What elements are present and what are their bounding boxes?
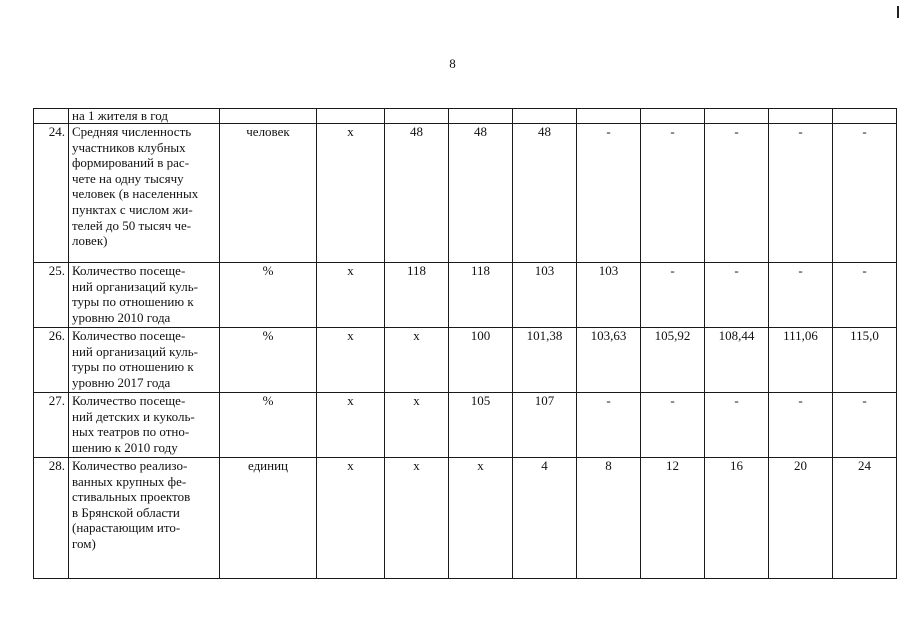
cell-value: - xyxy=(833,263,897,328)
table-row xyxy=(34,124,897,263)
cell-name: Количество реализо- ванных крупных фе- стивальных проектов в Брянской области (нарастающим ито- гом) xyxy=(69,458,220,579)
cell-value: х xyxy=(385,458,449,579)
cell-value: - xyxy=(705,263,769,328)
cell-num: 27. xyxy=(34,393,69,458)
cell-value: 103,63 xyxy=(577,328,641,393)
cell-num: 28. xyxy=(34,458,69,579)
cell-num xyxy=(34,109,69,124)
cell-value: 108,44 xyxy=(705,328,769,393)
cell-value: - xyxy=(769,393,833,458)
cell-value: 20 xyxy=(769,458,833,579)
cell-value: - xyxy=(833,393,897,458)
indicators-table xyxy=(33,108,897,579)
cell-value: 100 xyxy=(449,328,513,393)
cell-value xyxy=(769,109,833,124)
cell-value: 24 xyxy=(833,458,897,579)
cell-value: 111,06 xyxy=(769,328,833,393)
cell-value: 101,38 xyxy=(513,328,577,393)
cell-value: х xyxy=(385,328,449,393)
cell-value xyxy=(577,109,641,124)
cell-name: Количество посеще- ний организаций куль- туры по отношению к уровню 2017 года xyxy=(69,328,220,393)
cell-value: - xyxy=(769,263,833,328)
cell-value xyxy=(449,109,513,124)
cell-value: 12 xyxy=(641,458,705,579)
cell-num: 24. xyxy=(34,124,69,263)
cell-name: Средняя численность участников клубных формирований в рас- чете на одну тысячу человек (в населенных пунктах с числом жи- телей до 50 тысяч че- ловек) xyxy=(69,124,220,263)
cell-value: - xyxy=(833,124,897,263)
cell-unit: единиц xyxy=(220,458,317,579)
cell-value xyxy=(385,109,449,124)
cell-value: 48 xyxy=(513,124,577,263)
cell-name: на 1 жителя в год xyxy=(69,109,220,124)
page-edge-mark xyxy=(897,6,899,18)
cell-value xyxy=(317,109,385,124)
cell-value: 48 xyxy=(385,124,449,263)
cell-value: - xyxy=(705,393,769,458)
cell-value: х xyxy=(317,393,385,458)
cell-value: 103 xyxy=(577,263,641,328)
cell-value: - xyxy=(577,393,641,458)
cell-value: 118 xyxy=(385,263,449,328)
cell-value: х xyxy=(385,393,449,458)
cell-value: х xyxy=(317,263,385,328)
cell-value: х xyxy=(317,328,385,393)
table-row xyxy=(34,393,897,458)
cell-value: х xyxy=(317,124,385,263)
cell-value: 4 xyxy=(513,458,577,579)
cell-unit: человек xyxy=(220,124,317,263)
cell-value: 16 xyxy=(705,458,769,579)
cell-value: 8 xyxy=(577,458,641,579)
cell-unit: % xyxy=(220,328,317,393)
cell-value xyxy=(513,109,577,124)
cell-value: - xyxy=(641,124,705,263)
cell-unit: % xyxy=(220,393,317,458)
cell-value xyxy=(705,109,769,124)
cell-value: 107 xyxy=(513,393,577,458)
table-row xyxy=(34,263,897,328)
cell-name: Количество посеще- ний организаций куль- туры по отношению к уровню 2010 года xyxy=(69,263,220,328)
cell-unit: % xyxy=(220,263,317,328)
cell-value: 105 xyxy=(449,393,513,458)
cell-num: 25. xyxy=(34,263,69,328)
cell-value: х xyxy=(317,458,385,579)
cell-value: 103 xyxy=(513,263,577,328)
cell-num: 26. xyxy=(34,328,69,393)
cell-value xyxy=(641,109,705,124)
cell-value: 105,92 xyxy=(641,328,705,393)
table-row-continuation xyxy=(34,109,897,124)
cell-name: Количество посеще- ний детских и куколь- ных театров по отно- шению к 2010 году xyxy=(69,393,220,458)
table-row xyxy=(34,458,897,579)
table-row xyxy=(34,328,897,393)
cell-value: 115,0 xyxy=(833,328,897,393)
cell-value: - xyxy=(641,263,705,328)
cell-value: - xyxy=(641,393,705,458)
cell-value: х xyxy=(449,458,513,579)
cell-unit xyxy=(220,109,317,124)
cell-value: - xyxy=(705,124,769,263)
cell-value: - xyxy=(769,124,833,263)
cell-value: - xyxy=(577,124,641,263)
cell-value xyxy=(833,109,897,124)
page-number: 8 xyxy=(449,56,456,71)
cell-value: 118 xyxy=(449,263,513,328)
cell-value: 48 xyxy=(449,124,513,263)
